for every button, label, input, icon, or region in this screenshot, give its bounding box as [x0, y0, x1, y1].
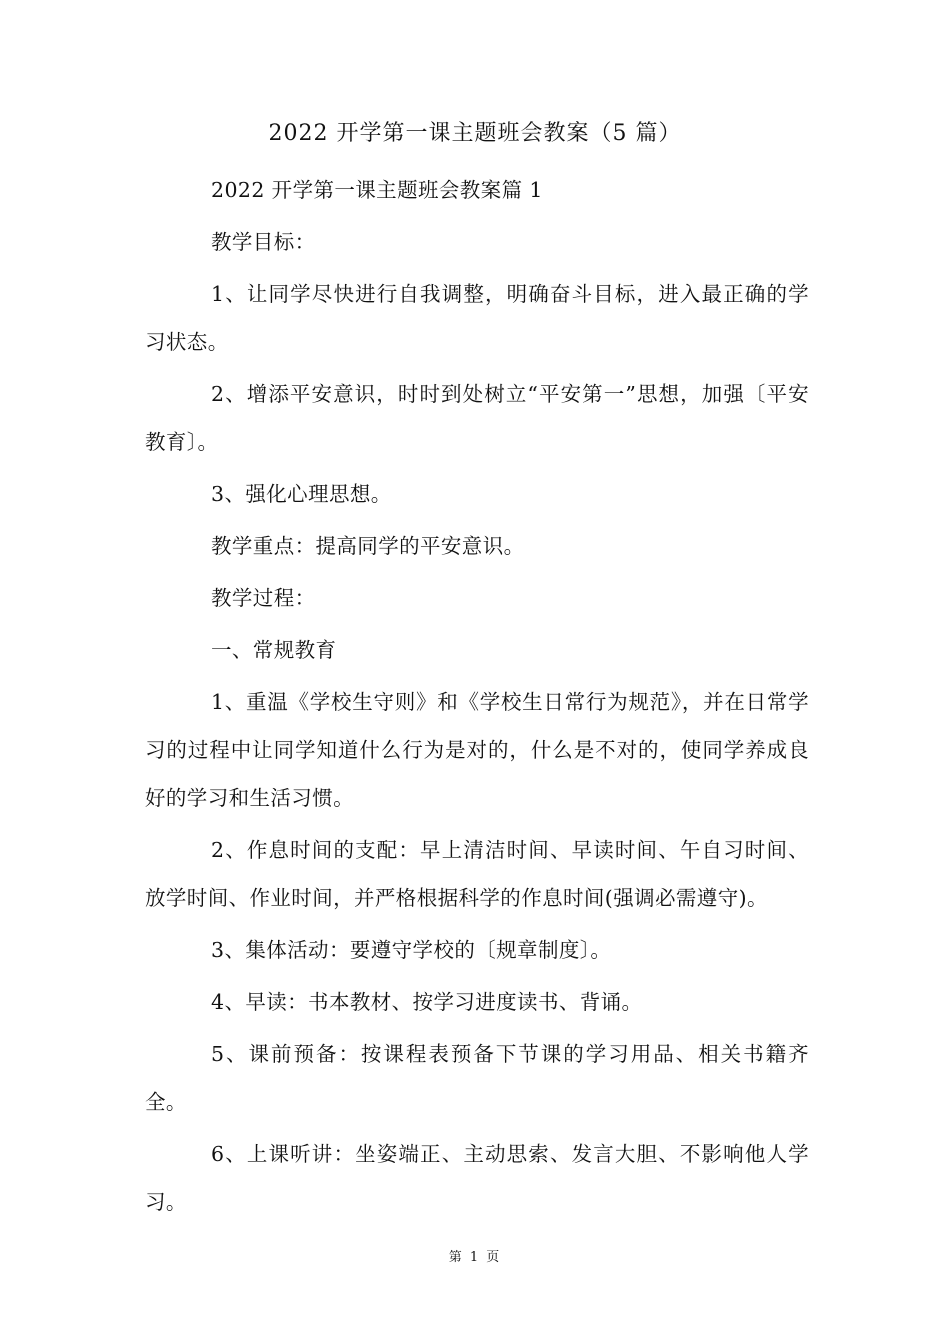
paragraph: 2、增添平安意识，时时到处树立“平安第一”思想，加强〔平安教育〕。 [145, 382, 809, 454]
document-title: 2022 开学第一课主题班会教案（5 篇） [268, 121, 682, 146]
paragraph: 1、重温《学校生守则》和《学校生日常行为规范》，并在日常学习的过程中让同学知道什么行为是对的，什么是不对的，使同学养成良好的学习和生活习惯。 [145, 690, 809, 810]
paragraph: 5、课前预备：按课程表预备下节课的学习用品、相关书籍齐全。 [145, 1042, 809, 1114]
document-body [145, 166, 809, 1230]
paragraph: 3、强化心理思想。 [211, 482, 392, 506]
paragraph: 教学过程： [211, 586, 316, 610]
paragraph: 3、集体活动：要遵守学校的〔规章制度〕。 [211, 938, 612, 962]
paragraph: 2、作息时间的支配：早上清洁时间、早读时间、午自习时间、放学时间、作业时间，并严格根据科学的作息时间(强调必需遵守)。 [145, 838, 809, 910]
paragraph: 1、让同学尽快进行自我调整，明确奋斗目标，进入最正确的学习状态。 [145, 282, 809, 354]
paragraph: 6、上课听讲：坐姿端正、主动思索、发言大胆、不影响他人学习。 [145, 1142, 809, 1214]
section-heading: 2022 开学第一课主题班会教案篇 1 [211, 178, 543, 202]
paragraph: 一、常规教育 [211, 638, 337, 662]
paragraph: 4、早读：书本教材、按学习进度读书、背诵。 [211, 990, 643, 1014]
page-number: 第 1 页 [448, 1250, 502, 1265]
paragraph: 教学目标： [211, 230, 316, 254]
paragraph: 教学重点：提高同学的平安意识。 [211, 534, 525, 558]
